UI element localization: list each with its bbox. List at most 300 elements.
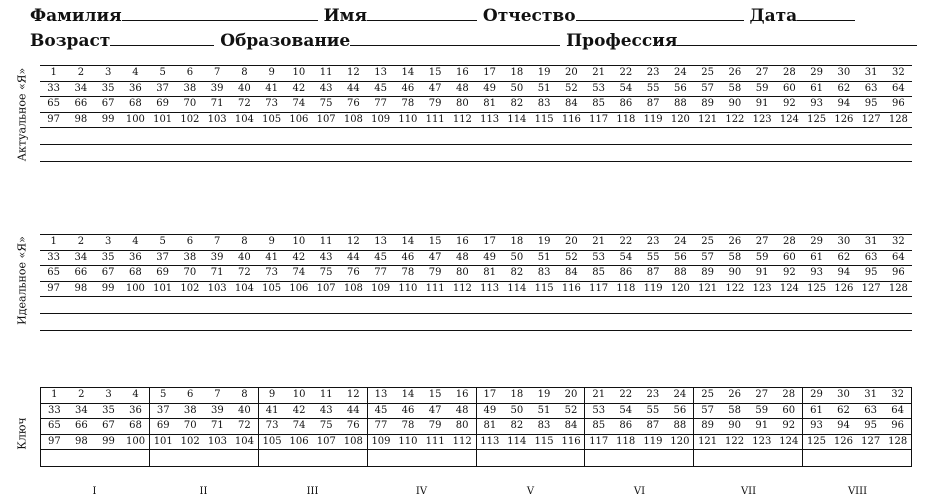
education-field[interactable] [350,31,560,46]
answer-cell[interactable] [149,314,176,331]
number-cell[interactable]: 128 [884,434,911,450]
number-cell[interactable]: 32 [885,235,912,251]
number-cell[interactable]: 29 [803,66,830,82]
profession-field[interactable] [677,31,917,46]
number-cell[interactable]: 28 [776,235,803,251]
number-cell[interactable]: 48 [449,403,476,419]
number-cell[interactable]: 120 [667,434,694,450]
number-cell[interactable]: 103 [204,281,231,297]
number-cell[interactable]: 85 [585,97,612,113]
answer-cell[interactable] [231,145,258,162]
number-cell[interactable]: 35 [95,81,122,97]
number-cell[interactable]: 68 [122,97,149,113]
number-cell[interactable]: 60 [776,250,803,266]
number-cell[interactable]: 122 [721,112,748,128]
answer-cell[interactable] [476,450,503,467]
number-cell[interactable]: 99 [95,281,122,297]
number-cell[interactable]: 126 [830,112,857,128]
number-cell[interactable]: 4 [122,66,149,82]
number-cell[interactable]: 73 [258,97,285,113]
number-cell[interactable]: 24 [667,66,694,82]
number-cell[interactable]: 94 [830,419,857,435]
number-cell[interactable]: 40 [231,403,258,419]
number-cell[interactable]: 72 [231,266,258,282]
number-cell[interactable]: 10 [285,66,312,82]
number-cell[interactable]: 58 [721,250,748,266]
number-cell[interactable]: 75 [313,419,340,435]
answer-cell[interactable] [258,297,285,314]
number-cell[interactable]: 34 [67,81,94,97]
number-cell[interactable]: 118 [612,112,639,128]
number-cell[interactable]: 99 [95,112,122,128]
answer-cell[interactable] [313,297,340,314]
answer-cell[interactable] [258,145,285,162]
surname-field[interactable] [122,6,318,21]
answer-cell[interactable] [340,128,367,145]
number-cell[interactable]: 40 [231,81,258,97]
answer-cell[interactable] [776,128,803,145]
answer-cell[interactable] [503,128,530,145]
number-cell[interactable]: 109 [367,434,394,450]
number-cell[interactable]: 128 [885,112,912,128]
number-cell[interactable]: 107 [313,281,340,297]
number-cell[interactable]: 126 [830,281,857,297]
answer-cell[interactable] [340,145,367,162]
number-cell[interactable]: 97 [40,281,67,297]
number-cell[interactable]: 124 [776,281,803,297]
answer-cell[interactable] [694,314,721,331]
answer-cell[interactable] [313,450,340,467]
number-cell[interactable]: 102 [177,434,204,450]
number-cell[interactable]: 4 [122,235,149,251]
number-cell[interactable]: 74 [285,419,312,435]
number-cell[interactable]: 89 [694,266,721,282]
number-cell[interactable]: 72 [231,419,258,435]
number-cell[interactable]: 92 [776,97,803,113]
number-cell[interactable]: 39 [204,403,231,419]
number-cell[interactable]: 5 [149,66,176,82]
answer-cell[interactable] [803,450,830,467]
number-cell[interactable]: 1 [41,388,68,404]
number-cell[interactable]: 20 [558,388,585,404]
number-cell[interactable]: 43 [313,81,340,97]
number-cell[interactable]: 108 [340,434,367,450]
answer-cell[interactable] [776,297,803,314]
number-cell[interactable]: 101 [149,112,176,128]
answer-cell[interactable] [749,145,776,162]
number-cell[interactable]: 32 [884,388,911,404]
number-cell[interactable]: 33 [40,81,67,97]
number-cell[interactable]: 88 [667,266,694,282]
number-cell[interactable]: 59 [748,403,775,419]
answer-cell[interactable] [503,297,530,314]
answer-cell[interactable] [857,450,884,467]
answer-cell[interactable] [204,314,231,331]
number-cell[interactable]: 8 [231,66,258,82]
number-cell[interactable]: 86 [612,97,639,113]
answer-cell[interactable] [285,314,312,331]
number-cell[interactable]: 52 [558,403,585,419]
answer-cell[interactable] [748,450,775,467]
number-cell[interactable]: 22 [612,235,639,251]
number-cell[interactable]: 34 [67,250,94,266]
number-cell[interactable]: 34 [68,403,95,419]
number-cell[interactable]: 6 [177,388,204,404]
number-cell[interactable]: 46 [394,250,421,266]
answer-cell[interactable] [340,314,367,331]
number-cell[interactable]: 32 [885,66,912,82]
number-cell[interactable]: 64 [884,403,911,419]
number-cell[interactable]: 94 [830,266,857,282]
number-cell[interactable]: 78 [394,97,421,113]
number-cell[interactable]: 31 [857,388,884,404]
number-cell[interactable]: 127 [858,112,885,128]
number-cell[interactable]: 26 [721,66,748,82]
answer-cell[interactable] [558,128,585,145]
answer-cell[interactable] [721,314,748,331]
answer-cell[interactable] [721,128,748,145]
answer-cell[interactable] [231,314,258,331]
number-cell[interactable]: 57 [694,81,721,97]
number-cell[interactable]: 89 [694,97,721,113]
number-cell[interactable]: 37 [149,403,176,419]
number-cell[interactable]: 124 [776,112,803,128]
number-cell[interactable]: 5 [149,235,176,251]
number-cell[interactable]: 97 [41,434,68,450]
answer-cell[interactable] [176,297,203,314]
number-cell[interactable]: 77 [367,266,394,282]
answer-cell[interactable] [694,128,721,145]
number-cell[interactable]: 108 [340,112,367,128]
answer-cell[interactable] [531,297,558,314]
number-cell[interactable]: 19 [530,388,557,404]
number-cell[interactable]: 48 [449,250,476,266]
number-cell[interactable]: 90 [721,419,748,435]
number-cell[interactable]: 89 [694,419,721,435]
number-cell[interactable]: 78 [394,419,421,435]
number-cell[interactable]: 62 [830,403,857,419]
number-cell[interactable]: 82 [503,266,530,282]
answer-cell[interactable] [176,128,203,145]
answer-cell[interactable] [40,314,67,331]
answer-cell[interactable] [531,128,558,145]
number-cell[interactable]: 123 [749,112,776,128]
number-cell[interactable]: 121 [694,434,721,450]
number-cell[interactable]: 67 [95,97,122,113]
answer-cell[interactable] [830,128,857,145]
number-cell[interactable]: 80 [449,97,476,113]
number-cell[interactable]: 36 [122,403,149,419]
number-cell[interactable]: 65 [41,419,68,435]
answer-cell[interactable] [721,450,748,467]
number-cell[interactable]: 127 [857,434,884,450]
number-cell[interactable]: 110 [394,434,421,450]
answer-cell[interactable] [503,314,530,331]
number-cell[interactable]: 33 [40,250,67,266]
number-cell[interactable]: 30 [830,388,857,404]
answer-cell[interactable] [204,450,231,467]
number-cell[interactable]: 62 [830,81,857,97]
answer-cell[interactable] [67,297,94,314]
answer-cell[interactable] [721,145,748,162]
number-cell[interactable]: 81 [476,97,503,113]
number-cell[interactable]: 127 [858,281,885,297]
number-cell[interactable]: 96 [885,97,912,113]
number-cell[interactable]: 47 [422,81,449,97]
number-cell[interactable]: 37 [149,81,176,97]
number-cell[interactable]: 97 [40,112,67,128]
number-cell[interactable]: 106 [285,281,312,297]
number-cell[interactable]: 113 [476,434,503,450]
number-cell[interactable]: 61 [803,403,830,419]
number-cell[interactable]: 42 [285,403,312,419]
number-cell[interactable]: 125 [803,281,830,297]
number-cell[interactable]: 98 [67,112,94,128]
answer-cell[interactable] [231,128,258,145]
number-cell[interactable]: 45 [367,403,394,419]
answer-cell[interactable] [667,145,694,162]
number-cell[interactable]: 39 [204,81,231,97]
number-cell[interactable]: 1 [40,66,67,82]
number-cell[interactable]: 51 [531,81,558,97]
number-cell[interactable]: 41 [258,81,285,97]
number-cell[interactable]: 17 [476,66,503,82]
answer-cell[interactable] [149,297,176,314]
answer-cell[interactable] [95,314,122,331]
number-cell[interactable]: 100 [122,434,149,450]
answer-cell[interactable] [422,314,449,331]
number-cell[interactable]: 119 [639,434,666,450]
answer-cell[interactable] [40,145,67,162]
number-cell[interactable]: 57 [694,403,721,419]
number-cell[interactable]: 82 [503,419,530,435]
number-cell[interactable]: 27 [749,235,776,251]
number-cell[interactable]: 51 [531,250,558,266]
answer-cell[interactable] [149,450,176,467]
answer-cell[interactable] [449,297,476,314]
number-cell[interactable]: 51 [530,403,557,419]
number-cell[interactable]: 63 [857,403,884,419]
answer-cell[interactable] [858,128,885,145]
answer-cell[interactable] [367,128,394,145]
number-cell[interactable]: 19 [531,235,558,251]
answer-cell[interactable] [67,145,94,162]
number-cell[interactable]: 60 [775,403,802,419]
answer-cell[interactable] [394,314,421,331]
number-cell[interactable]: 95 [857,419,884,435]
answer-cell[interactable] [422,450,449,467]
number-cell[interactable]: 108 [340,281,367,297]
number-cell[interactable]: 23 [639,388,666,404]
answer-cell[interactable] [122,128,149,145]
answer-cell[interactable] [285,128,312,145]
number-cell[interactable]: 53 [585,81,612,97]
number-cell[interactable]: 23 [640,66,667,82]
number-cell[interactable]: 98 [67,281,94,297]
number-cell[interactable]: 7 [204,388,231,404]
number-cell[interactable]: 11 [313,66,340,82]
answer-cell[interactable] [803,297,830,314]
answer-cell[interactable] [830,145,857,162]
age-field[interactable] [110,31,214,46]
number-cell[interactable]: 53 [585,250,612,266]
number-cell[interactable]: 109 [367,112,394,128]
number-cell[interactable]: 79 [422,419,449,435]
number-cell[interactable]: 70 [177,419,204,435]
answer-cell[interactable] [667,314,694,331]
answer-cell[interactable] [367,450,394,467]
number-cell[interactable]: 84 [558,419,585,435]
number-cell[interactable]: 71 [204,419,231,435]
answer-cell[interactable] [204,128,231,145]
number-cell[interactable]: 58 [721,403,748,419]
number-cell[interactable]: 107 [313,112,340,128]
answer-cell[interactable] [422,297,449,314]
answer-cell[interactable] [749,314,776,331]
number-cell[interactable]: 40 [231,250,258,266]
number-cell[interactable]: 75 [313,97,340,113]
answer-cell[interactable] [68,450,95,467]
number-cell[interactable]: 56 [667,250,694,266]
number-cell[interactable]: 50 [503,250,530,266]
number-cell[interactable]: 13 [367,388,394,404]
answer-cell[interactable] [367,145,394,162]
number-cell[interactable]: 81 [476,266,503,282]
number-cell[interactable]: 109 [367,281,394,297]
answer-cell[interactable] [776,145,803,162]
number-cell[interactable]: 25 [694,388,721,404]
number-cell[interactable]: 53 [585,403,612,419]
answer-cell[interactable] [558,145,585,162]
answer-cell[interactable] [667,450,694,467]
number-cell[interactable]: 7 [204,66,231,82]
answer-cell[interactable] [340,450,367,467]
number-cell[interactable]: 59 [749,81,776,97]
number-cell[interactable]: 5 [149,388,176,404]
number-cell[interactable]: 77 [367,97,394,113]
number-cell[interactable]: 71 [204,97,231,113]
number-cell[interactable]: 92 [775,419,802,435]
number-cell[interactable]: 14 [394,388,421,404]
number-cell[interactable]: 3 [95,388,122,404]
number-cell[interactable]: 46 [394,81,421,97]
answer-cell[interactable] [449,128,476,145]
number-cell[interactable]: 59 [749,250,776,266]
answer-cell[interactable] [231,450,258,467]
number-cell[interactable]: 93 [803,266,830,282]
answer-cell[interactable] [667,297,694,314]
number-cell[interactable]: 31 [858,66,885,82]
number-cell[interactable]: 103 [204,112,231,128]
number-cell[interactable]: 64 [885,81,912,97]
number-cell[interactable]: 15 [422,235,449,251]
number-cell[interactable]: 45 [367,81,394,97]
number-cell[interactable]: 62 [830,250,857,266]
number-cell[interactable]: 110 [394,112,421,128]
answer-cell[interactable] [122,450,149,467]
number-cell[interactable]: 11 [313,235,340,251]
number-cell[interactable]: 106 [285,112,312,128]
number-cell[interactable]: 84 [558,97,585,113]
answer-cell[interactable] [122,314,149,331]
number-cell[interactable]: 119 [640,281,667,297]
number-cell[interactable]: 47 [422,403,449,419]
answer-cell[interactable] [775,450,802,467]
number-cell[interactable]: 52 [558,250,585,266]
number-cell[interactable]: 16 [449,66,476,82]
answer-cell[interactable] [585,314,612,331]
answer-cell[interactable] [394,128,421,145]
answer-cell[interactable] [422,128,449,145]
number-cell[interactable]: 105 [258,434,285,450]
answer-cell[interactable] [204,145,231,162]
answer-cell[interactable] [640,128,667,145]
number-cell[interactable]: 104 [231,112,258,128]
answer-cell[interactable] [885,128,912,145]
number-cell[interactable]: 81 [476,419,503,435]
number-cell[interactable]: 7 [204,235,231,251]
number-cell[interactable]: 111 [422,434,449,450]
number-cell[interactable]: 14 [394,66,421,82]
answer-cell[interactable] [531,314,558,331]
answer-cell[interactable] [476,128,503,145]
answer-cell[interactable] [612,297,639,314]
number-cell[interactable]: 44 [340,403,367,419]
number-cell[interactable]: 12 [340,388,367,404]
number-cell[interactable]: 121 [694,281,721,297]
number-cell[interactable]: 80 [449,266,476,282]
number-cell[interactable]: 96 [885,266,912,282]
number-cell[interactable]: 42 [285,81,312,97]
number-cell[interactable]: 24 [667,235,694,251]
answer-cell[interactable] [122,145,149,162]
number-cell[interactable]: 58 [721,81,748,97]
answer-cell[interactable] [858,297,885,314]
number-cell[interactable]: 101 [149,434,176,450]
number-cell[interactable]: 88 [667,97,694,113]
number-cell[interactable]: 115 [531,281,558,297]
number-cell[interactable]: 77 [367,419,394,435]
number-cell[interactable]: 14 [394,235,421,251]
number-cell[interactable]: 126 [830,434,857,450]
number-cell[interactable]: 67 [95,266,122,282]
number-cell[interactable]: 9 [258,388,285,404]
answer-cell[interactable] [885,314,912,331]
number-cell[interactable]: 98 [68,434,95,450]
answer-cell[interactable] [476,314,503,331]
number-cell[interactable]: 55 [640,81,667,97]
answer-cell[interactable] [122,297,149,314]
number-cell[interactable]: 8 [231,388,258,404]
answer-cell[interactable] [884,450,911,467]
number-cell[interactable]: 115 [531,112,558,128]
answer-cell[interactable] [558,450,585,467]
number-cell[interactable]: 111 [422,281,449,297]
number-cell[interactable]: 114 [503,112,530,128]
number-cell[interactable]: 94 [830,97,857,113]
number-cell[interactable]: 37 [149,250,176,266]
number-cell[interactable]: 113 [476,281,503,297]
number-cell[interactable]: 41 [258,250,285,266]
number-cell[interactable]: 12 [340,66,367,82]
number-cell[interactable]: 102 [176,112,203,128]
answer-cell[interactable] [394,145,421,162]
answer-cell[interactable] [394,450,421,467]
number-cell[interactable]: 71 [204,266,231,282]
number-cell[interactable]: 83 [531,97,558,113]
number-cell[interactable]: 54 [612,403,639,419]
number-cell[interactable]: 12 [340,235,367,251]
